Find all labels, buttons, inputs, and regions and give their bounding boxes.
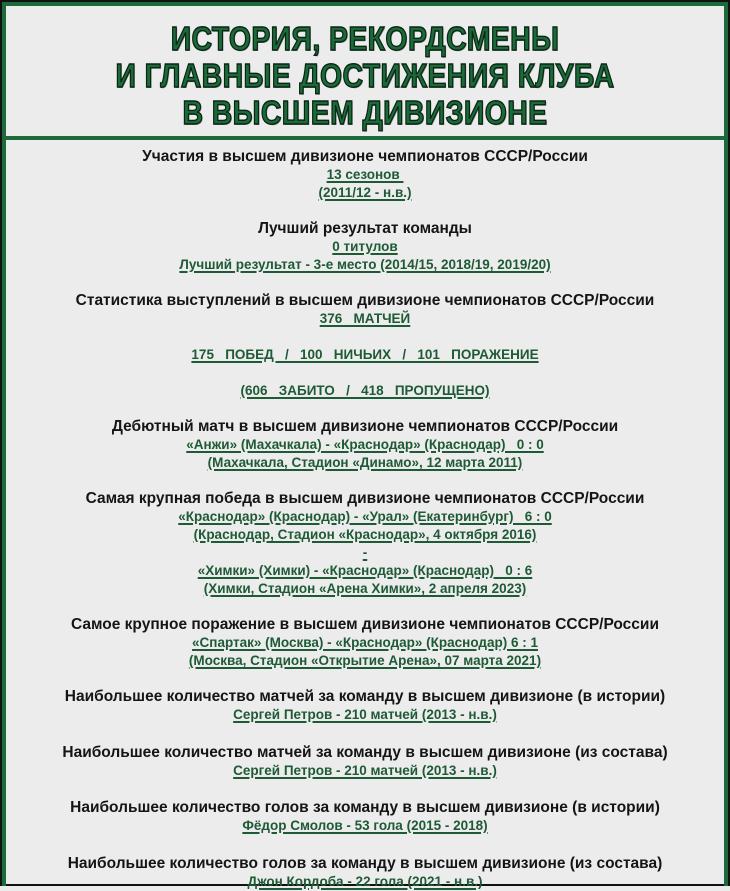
statistics-section [6, 292, 724, 328]
debut-match-section [6, 418, 724, 472]
titles-link[interactable]: 0 титулов [332, 239, 398, 254]
player-link[interactable]: Сергей Петров - 210 матчей (2013 - н.в.) [233, 707, 497, 722]
goals-link[interactable]: (606 ЗАБИТО / 418 ПРОПУЩЕНО) [240, 383, 490, 398]
match-link[interactable]: «Краснодар» (Краснодар) - «Урал» (Екатеринбург) 6 : 0 [178, 509, 552, 524]
player-link[interactable]: Сергей Петров - 210 матчей (2013 - н.в.) [233, 762, 497, 778]
separator-dash: - [362, 545, 368, 560]
best-place-link[interactable]: Лучший результат - 3-е место (2014/15, 2018/19, 2019/20) [179, 257, 551, 272]
section-heading: Статистика выступлений в высшем дивизионе чемпионатов СССР/России [75, 292, 655, 309]
section-heading: Наибольшее количество матчей за команду в высшем дивизионе (в истории) [64, 688, 666, 705]
section-heading: Наибольшее количество голов за команду в высшем дивизионе (из состава) [67, 854, 663, 872]
match-link[interactable]: «Спартак» (Москва) - «Краснодар» (Краснодар) 6 : 1 [192, 635, 538, 650]
most-matches-squad-section [6, 744, 724, 780]
match-venue-link[interactable]: (Химки, Стадион «Арена Химки», 2 апреля 2023) [203, 581, 527, 596]
title-banner [6, 6, 724, 140]
most-goals-squad-section [6, 855, 724, 891]
seasons-section [6, 148, 724, 202]
section-heading: Наибольшее количество матчей за команду в высшем дивизионе (из состава) [62, 743, 668, 761]
section-heading: Самая крупная победа в высшем дивизионе чемпионатов СССР/России [85, 490, 645, 507]
section-heading: Участия в высшем дивизионе чемпионатов СССР/России [142, 148, 588, 165]
page-title-line: ИСТОРИЯ, РЕКОРДСМЕНЫ [170, 20, 560, 57]
page-title-line: В ВЫСШЕМ ДИВИЗИОНЕ [182, 94, 548, 131]
section-heading: Самое крупное поражение в высшем дивизионе чемпионатов СССР/России [71, 616, 659, 633]
records-list [6, 148, 724, 891]
biggest-loss-section [6, 616, 724, 670]
wins-draws-losses-link[interactable]: 175 ПОБЕД / 100 НИЧЬИХ / 101 ПОРАЖЕНИЕ [191, 347, 539, 362]
match-venue-link[interactable]: (Махачкала, Стадион «Динамо», 12 марта 2011) [207, 455, 523, 470]
most-goals-history-section [6, 799, 724, 835]
goals-summary [6, 382, 724, 400]
match-link[interactable]: «Химки» (Химки) - «Краснодар» (Краснодар) 0 : 6 [197, 563, 533, 578]
match-link[interactable]: «Анжи» (Махачкала) - «Краснодар» (Краснодар) 0 : 0 [186, 437, 544, 452]
matches-count-link[interactable]: 376 МАТЧЕЙ [319, 311, 411, 326]
best-result-section [6, 220, 724, 274]
match-venue-link[interactable]: (Краснодар, Стадион «Краснодар», 4 октября 2016) [193, 527, 537, 542]
results-summary [6, 346, 724, 364]
biggest-win-section [6, 490, 724, 598]
section-heading: Лучший результат команды [258, 220, 472, 237]
section-heading: Дебютный матч в высшем дивизионе чемпионатов СССР/России [111, 418, 619, 435]
seasons-count-link[interactable]: 13 сезонов [326, 167, 404, 182]
match-venue-link[interactable]: (Москва, Стадион «Открытие Арена», 07 марта 2021) [188, 653, 542, 668]
player-link[interactable]: Фёдор Смолов - 53 гола (2015 - 2018) [242, 818, 488, 833]
player-link[interactable]: Джон Кордоба - 22 гола (2021 - н.в.) [247, 873, 483, 889]
most-matches-history-section [6, 688, 724, 724]
section-heading: Наибольшее количество голов за команду в высшем дивизионе (в истории) [70, 799, 660, 816]
page-title-line: И ГЛАВНЫЕ ДОСТИЖЕНИЯ КЛУБА [115, 57, 615, 94]
seasons-range-link[interactable]: (2011/12 - н.в.) [318, 185, 412, 200]
